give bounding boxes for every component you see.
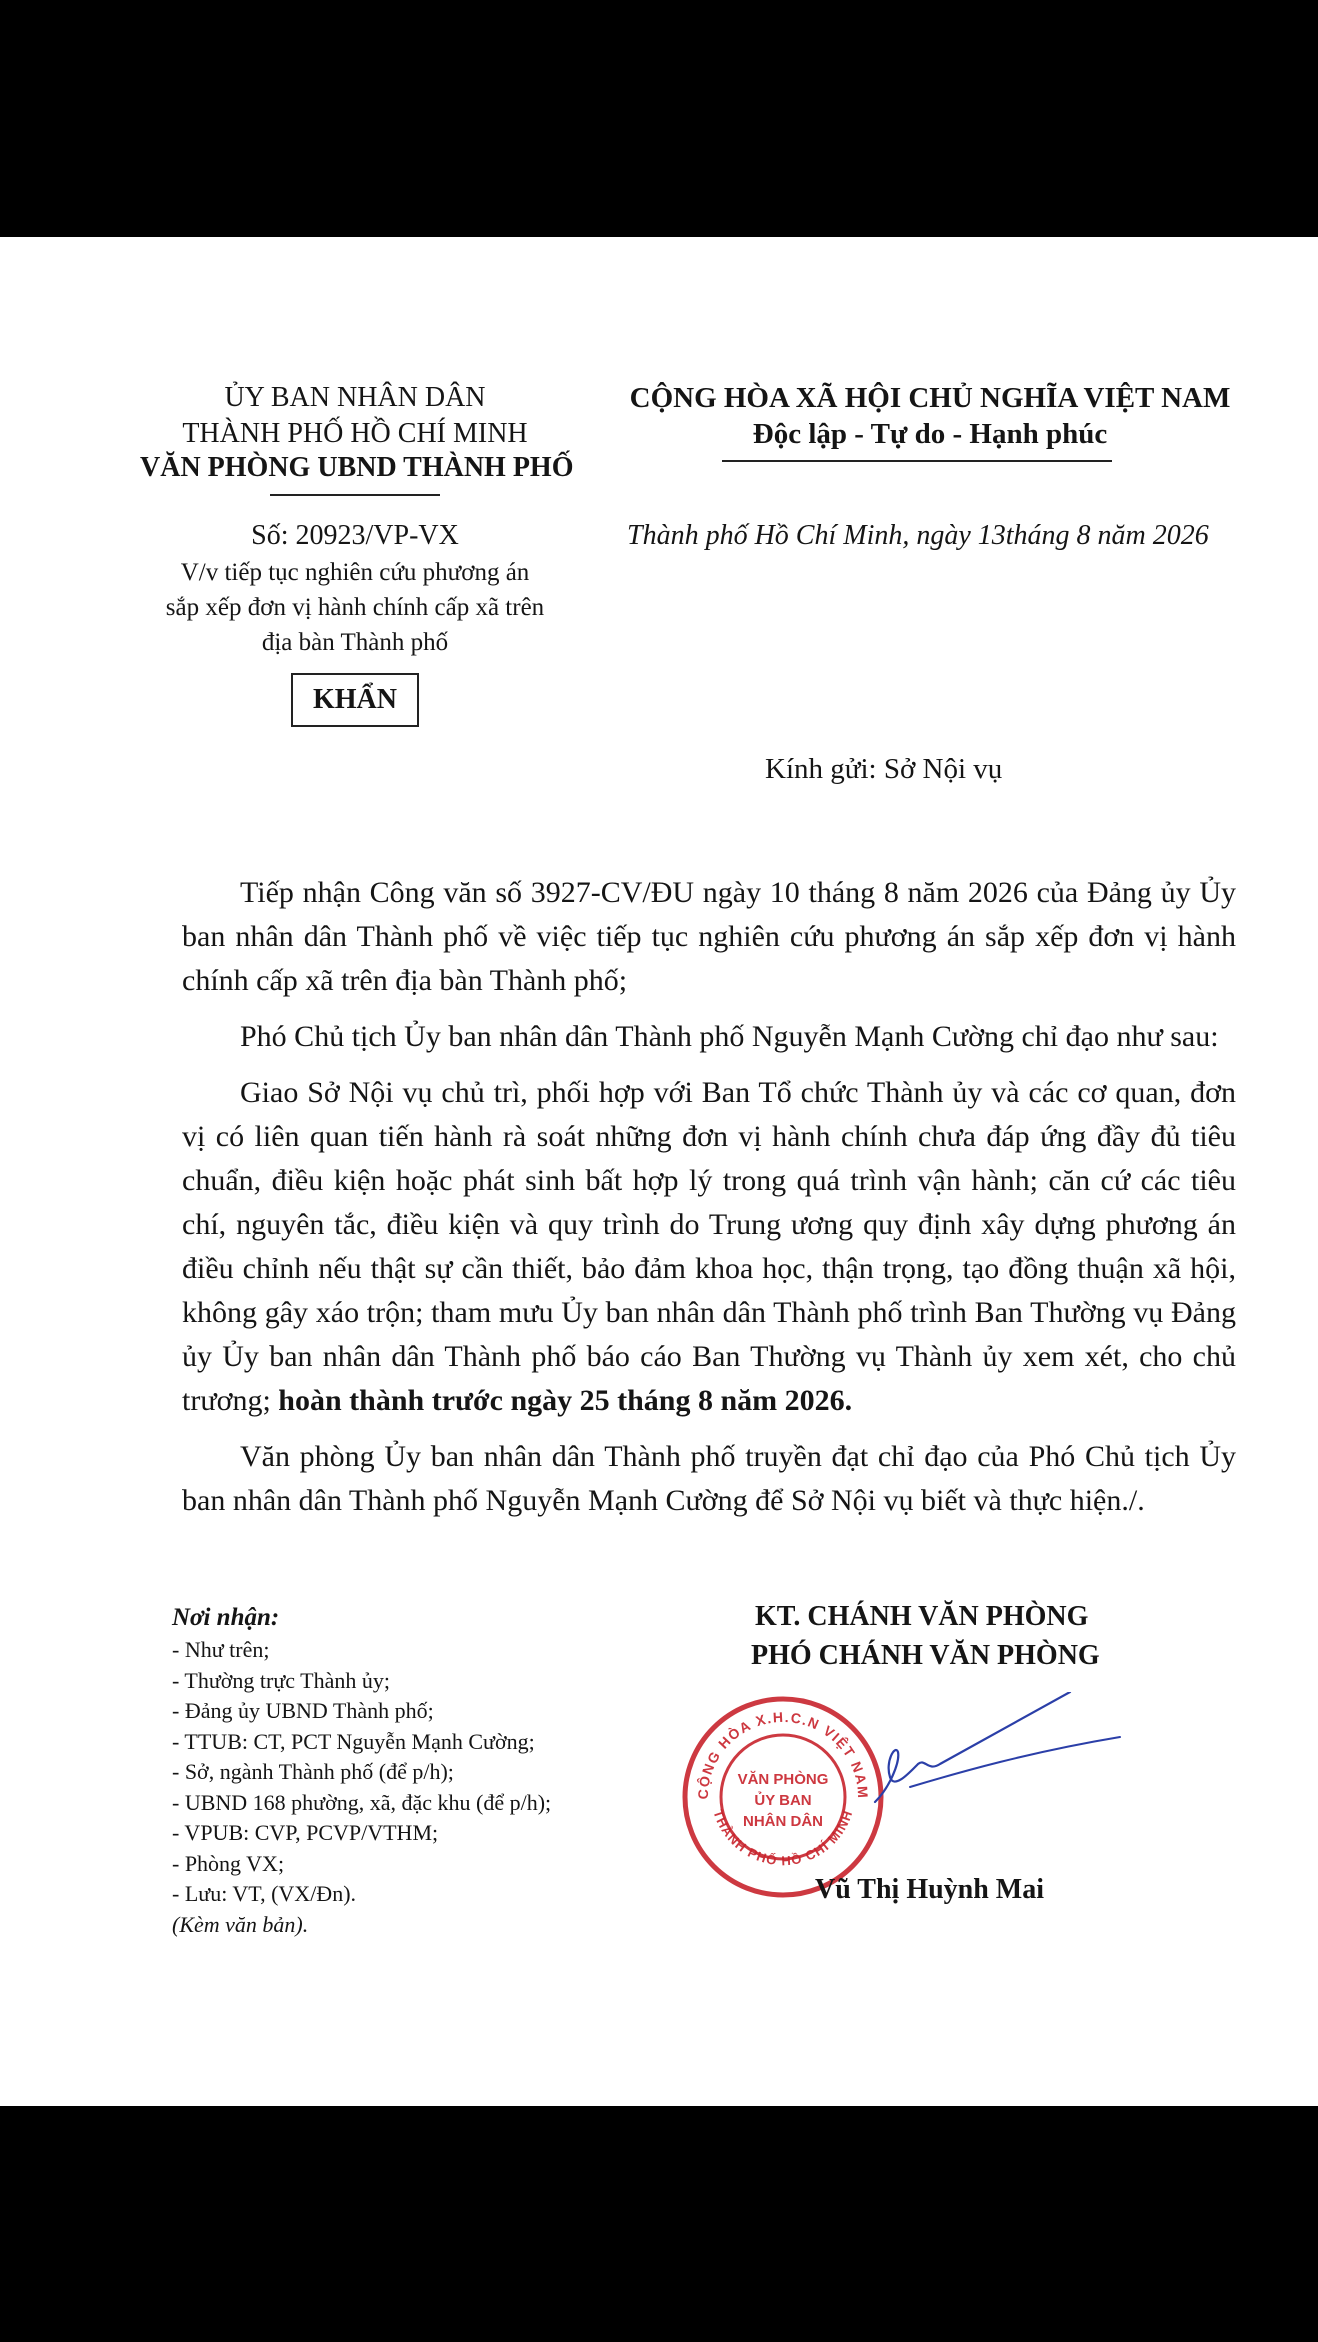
agency-underline (270, 494, 440, 496)
recipient-item: - Lưu: VT, (VX/Đn). (172, 1881, 357, 1906)
attachment-note: (Kèm văn bản). (172, 1911, 309, 1937)
document-page (0, 237, 1318, 2106)
body-paragraph-3 (182, 1071, 1236, 1423)
top-black-bar (0, 0, 1318, 237)
stamp-center-line-3: NHÂN DÂN (743, 1813, 823, 1830)
recipient-item: - TTUB: CT, PCT Nguyễn Mạnh Cường; (172, 1728, 535, 1754)
body-paragraph-2: Phó Chủ tịch Ủy ban nhân dân Thành phố Nguyễn Mạnh Cường chỉ đạo như sau: (240, 1020, 1219, 1053)
recipient-item: - UBND 168 phường, xã, đặc khu (để p/h); (172, 1789, 552, 1815)
agency-city: THÀNH PHỐ HỒ CHÍ MINH (182, 418, 528, 449)
subject-line-2: sắp xếp đơn vị hành chính cấp xã trên (165, 594, 545, 621)
body-paragraph-3-text: Giao Sở Nội vụ chủ trì, phối hợp với Ban Tổ chức Thành ủy và các cơ quan, đơn vị có liên quan tiến hành rà soát những đơn vị hành chính chưa đáp ứng đầy đủ tiêu chuẩn, điều kiện hoặc phát sinh bất hợp lý trong quá trình vận hành; căn cứ các tiêu chí, nguyên tắc, điều kiện và quy trình do Trung ương quy định xây dựng phương án điều chỉnh nếu thật sự cần thiết, bảo đảm khoa học, thận trọng, tạo đồng thuận xã hội, không gây xáo trộn; tham mưu Ủy ban nhân dân Thành phố trình Ban Thường vụ Đảng ủy Ủy ban nhân dân Thành phố báo cáo Ban Thường vụ Thành ủy xem xét, cho chủ trương; (182, 1076, 1236, 1417)
urgency-badge: KHẨN (291, 673, 419, 727)
handwritten-signature (870, 1692, 1130, 1832)
signatory-authority: KT. CHÁNH VĂN PHÒNG (755, 1601, 1089, 1632)
document-number: Số: 20923/VP-VX (251, 520, 459, 551)
recipient-item: - Thường trực Thành ủy; (172, 1667, 390, 1693)
subject-line-1: V/v tiếp tục nghiên cứu phương án (180, 559, 530, 586)
signatory-position: PHÓ CHÁNH VĂN PHÒNG (751, 1640, 1100, 1671)
deadline-text: hoàn thành trước ngày 25 tháng 8 năm 2026. (278, 1384, 853, 1417)
recipient-item: - Như trên; (172, 1637, 270, 1662)
recipients-title: Nơi nhận: (172, 1604, 280, 1631)
national-motto: Độc lập - Tự do - Hạnh phúc (752, 418, 1108, 450)
motto-underline (722, 460, 1112, 462)
recipient-line: Kính gửi: Sở Nội vụ (765, 753, 1003, 785)
national-title: CỘNG HÒA XÃ HỘI CHỦ NGHĨA VIỆT NAM (629, 382, 1231, 414)
agency-office: VĂN PHÒNG UBND THÀNH PHỐ (140, 452, 574, 483)
recipient-item: - Đảng ủy UBND Thành phố; (172, 1698, 434, 1723)
official-seal-stamp (678, 1692, 888, 1902)
document-date: Thành phố Hồ Chí Minh, ngày 13tháng 8 năm 2026 (627, 520, 1209, 551)
signatory-name: Vũ Thị Huỳnh Mai (815, 1874, 1045, 1905)
stamp-bottom-text: THÀNH PHỐ HỒ CHÍ MINH (710, 1807, 856, 1869)
bottom-black-bar (0, 2106, 1318, 2342)
body-paragraph-4: Văn phòng Ủy ban nhân dân Thành phố truyền đạt chỉ đạo của Phó Chủ tịch Ủy ban nhân dân Thành phố Nguyễn Mạnh Cường để Sở Nội vụ biết và thực hiện./. (182, 1440, 1236, 1517)
stamp-center-line-1: VĂN PHÒNG (737, 1771, 829, 1788)
recipient-item: - Phòng VX; (172, 1850, 285, 1876)
document-body (182, 871, 1236, 1535)
recipient-item: - Sở, ngành Thành phố (để p/h); (172, 1759, 454, 1784)
stamp-ring-text: CỘNG HÒA X.H.C.N VIỆT NAM (694, 1708, 872, 1800)
subject-line-3: địa bàn Thành phố (261, 629, 449, 656)
stamp-center-line-2: ỦY BAN (754, 1792, 812, 1809)
agency-parent: ỦY BAN NHÂN DÂN (224, 382, 486, 413)
recipients-list (172, 1635, 551, 1940)
body-paragraph-1: Tiếp nhận Công văn số 3927-CV/ĐU ngày 10 tháng 8 năm 2026 của Đảng ủy Ủy ban nhân dân Thành phố về việc tiếp tục nghiên cứu phương án sắp xếp đơn vị hành chính cấp xã trên địa bàn Thành phố; (182, 876, 1236, 997)
recipient-item: - VPUB: CVP, PCVP/VTHM; (172, 1820, 439, 1845)
